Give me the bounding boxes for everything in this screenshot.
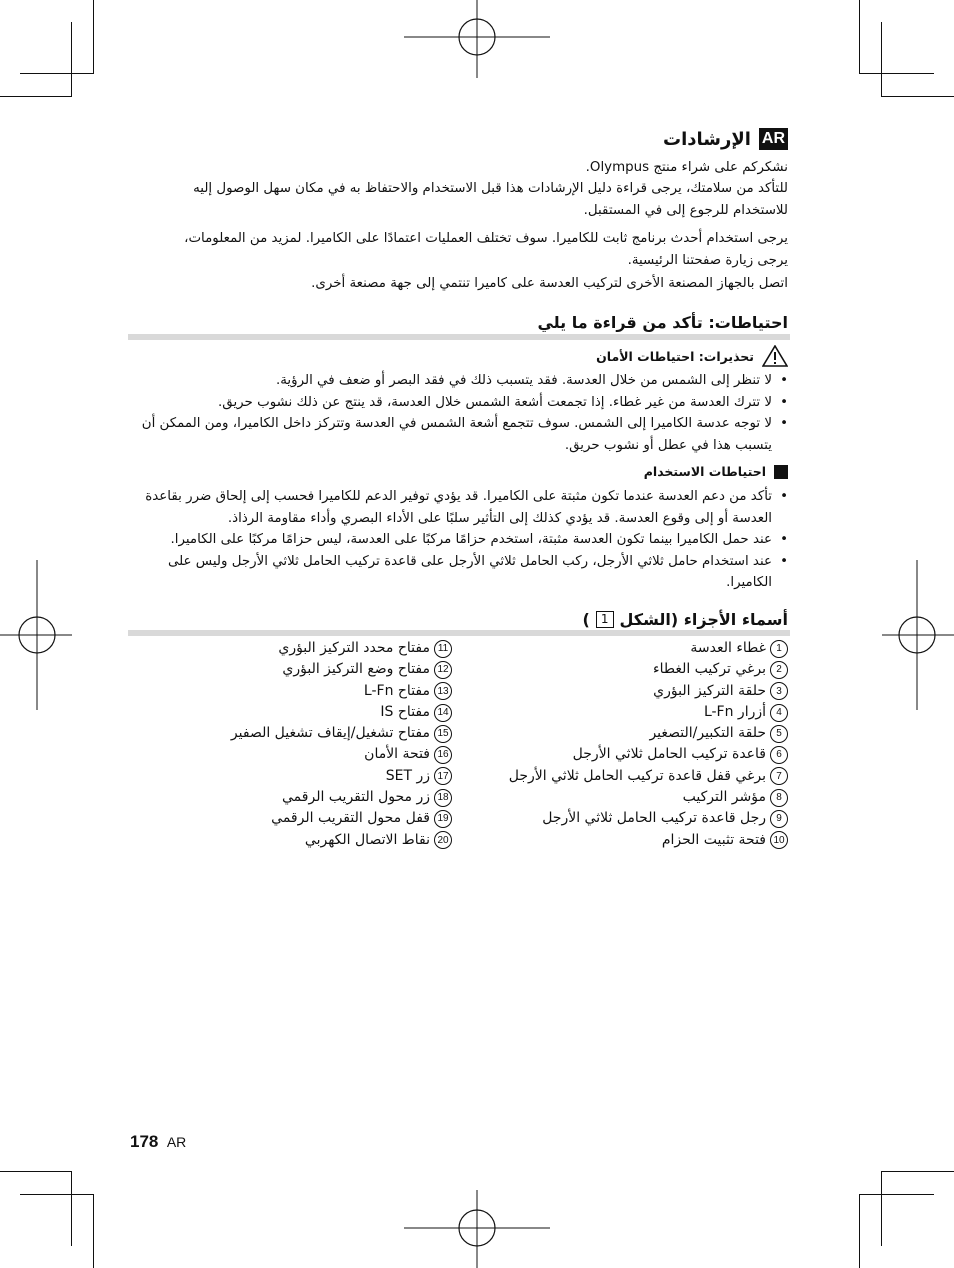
number-badge: 19 xyxy=(434,810,452,828)
part-label: فتحة تثبيت الحزام xyxy=(661,831,766,848)
parts-heading-close: ) xyxy=(582,610,590,629)
part-label: مفتاح IS xyxy=(380,703,430,720)
registration-mark-right xyxy=(880,560,954,710)
parts-list-left xyxy=(172,638,452,851)
list-item xyxy=(172,681,452,702)
section-divider xyxy=(128,334,790,340)
list-item xyxy=(478,638,788,659)
section-divider xyxy=(128,630,790,636)
language-badge: AR xyxy=(759,128,788,150)
parts-heading-text: أسماء الأجزاء (الشكل xyxy=(619,610,788,629)
part-label: زر محول التقريب الرقمي xyxy=(282,789,430,806)
crop-mark xyxy=(0,1171,72,1172)
part-label: مؤشر التركيب xyxy=(682,789,766,806)
number-badge: 20 xyxy=(434,831,452,849)
part-label: حلقة التكبير/التصغير xyxy=(649,725,766,742)
crop-mark xyxy=(71,22,72,96)
list-item xyxy=(172,787,452,808)
part-label: أزرار L-Fn xyxy=(703,703,766,720)
list-item xyxy=(478,702,788,723)
figure-number: 1 xyxy=(596,611,614,628)
part-label: رجل قاعدة تركيب الحامل ثلاثي الأرجل xyxy=(542,810,766,827)
part-label: برغي قفل قاعدة تركيب الحامل ثلاثي الأرجل xyxy=(508,767,766,784)
usage-subheading xyxy=(644,464,788,479)
crop-mark xyxy=(20,1194,94,1195)
safety-heading: تحذيرات: احتياطات الأمان xyxy=(596,348,754,364)
crop-mark xyxy=(20,73,94,74)
crop-mark xyxy=(93,0,94,74)
part-label: مفتاح محدد التركيز البؤري xyxy=(278,640,430,656)
part-label: مفتاح تشغيل/إيقاف تشغيل الصفير xyxy=(230,725,430,742)
number-badge: 17 xyxy=(434,767,452,785)
page-header xyxy=(663,128,788,150)
number-badge: 13 xyxy=(434,682,452,700)
part-label: غطاء العدسة xyxy=(690,640,766,656)
list-item: • لا تترك العدسة من غير غطاء. إذا تجمعت أشعة الشمس خلال العدسة، قد ينتج عن ذلك نشوب حريق. xyxy=(138,392,788,414)
crop-mark xyxy=(881,1171,954,1172)
crop-mark xyxy=(859,1194,934,1195)
intro-paragraph: يرجى استخدام أحدث برنامج ثابت للكاميرا. سوف تختلف العمليات اعتمادًا على الكاميرا. لمزيد من المعلومات، يرجى زيارة صفحتنا الرئيسية. xyxy=(184,231,788,268)
intro-paragraph: اتصل بالجهاز المصنعة الأخرى لتركيب العدسة على كاميرا تنتمي إلى جهة مصنعة أخرى. xyxy=(311,276,788,291)
number-badge: 1 xyxy=(770,640,788,658)
crop-mark xyxy=(881,1172,882,1246)
number-badge: 6 xyxy=(770,746,788,764)
part-label: زر SET xyxy=(385,767,430,784)
number-badge: 12 xyxy=(434,661,452,679)
list-item xyxy=(172,638,452,659)
crop-mark xyxy=(0,96,72,97)
number-badge: 16 xyxy=(434,746,452,764)
list-item xyxy=(478,723,788,744)
list-item xyxy=(172,723,452,744)
part-label: مفتاح L-Fn xyxy=(363,682,430,699)
crop-mark xyxy=(881,96,954,97)
part-label: حلقة التركيز البؤري xyxy=(653,682,766,699)
number-badge: 7 xyxy=(770,767,788,785)
crop-mark xyxy=(859,73,934,74)
safety-subheading xyxy=(596,345,788,367)
number-badge: 10 xyxy=(770,831,788,849)
parts-heading xyxy=(126,610,788,629)
precautions-heading: احتياطات: تأكد من قراءة ما يلي xyxy=(537,313,788,332)
number-badge: 9 xyxy=(770,810,788,828)
part-label: قفل محول التقريب الرقمي xyxy=(271,810,430,827)
list-item xyxy=(172,659,452,680)
part-label: فتحة الأمان xyxy=(364,746,430,763)
registration-mark-bottom xyxy=(404,1190,550,1268)
number-badge: 3 xyxy=(770,682,788,700)
list-item: • عند حمل الكاميرا بينما تكون العدسة مثبتة، استخدم حزامًا مركبًا على العدسة، ليس حزامًا مركبًا على الكاميرا. xyxy=(138,529,788,551)
parts-list-right xyxy=(478,638,788,851)
crop-mark xyxy=(71,1172,72,1246)
number-badge: 5 xyxy=(770,725,788,743)
footer-language: AR xyxy=(166,1134,187,1150)
number-badge: 8 xyxy=(770,789,788,807)
list-item xyxy=(172,808,452,829)
part-label: مفتاح وضع التركيز البؤري xyxy=(282,661,430,678)
crop-mark xyxy=(881,22,882,96)
list-item xyxy=(172,702,452,723)
intro-paragraph: نشكركم على شراء منتج Olympus. xyxy=(585,160,788,175)
part-label: نقاط الاتصال الكهربي xyxy=(304,831,430,848)
list-item xyxy=(172,830,452,851)
page-number: 178 xyxy=(130,1132,159,1151)
warning-icon xyxy=(762,345,788,367)
list-item xyxy=(478,681,788,702)
page-title: الإرشادات xyxy=(663,128,751,150)
page-footer xyxy=(130,1132,186,1152)
list-item xyxy=(172,744,452,765)
number-badge: 2 xyxy=(770,661,788,679)
number-badge: 14 xyxy=(434,704,452,722)
list-item xyxy=(478,808,788,829)
list-item: • لا توجه عدسة الكاميرا إلى الشمس. سوف تتجمع أشعة الشمس في العدسة وتتركز داخل الكاميرا، ومن الممكن أن يتسبب هذا في عطل أو نشوب حريق. xyxy=(138,413,788,456)
crop-mark xyxy=(93,1194,94,1268)
usage-heading: احتياطات الاستخدام xyxy=(643,464,766,479)
registration-mark-left xyxy=(0,560,74,710)
square-bullet-icon xyxy=(774,465,788,479)
list-item xyxy=(478,787,788,808)
list-item: • عند استخدام حامل ثلاثي الأرجل، ركب الحامل ثلاثي الأرجل على قاعدة تركيب الحامل ثلاثي الأرجل وليس على الكاميرا. xyxy=(138,551,788,594)
number-badge: 15 xyxy=(434,725,452,743)
list-item xyxy=(172,766,452,787)
number-badge: 11 xyxy=(434,640,452,658)
list-item: • تأكد من دعم العدسة عندما تكون مثبتة على الكاميرا. قد يؤدي توفير الدعم للكاميرا فحسب إلى إلحاق ضرر بقاعدة العدسة أو إلى وقوع العدسة. قد يؤدي كذلك إلى التأثير سلبًا على الأداء البصري وأداء مقاومة الرذاذ. xyxy=(138,486,788,529)
list-item xyxy=(478,744,788,765)
registration-mark-top xyxy=(404,0,550,80)
part-label: برغي تركيب الغطاء xyxy=(652,661,766,678)
list-item: • لا تنظر إلى الشمس من خلال العدسة. فقد يتسبب ذلك في فقد البصر أو ضعف في الرؤية. xyxy=(138,370,788,392)
crop-mark xyxy=(859,1194,860,1268)
crop-mark xyxy=(859,0,860,74)
list-item xyxy=(478,766,788,787)
number-badge: 4 xyxy=(770,704,788,722)
part-label: قاعدة تركيب الحامل ثلاثي الأرجل xyxy=(572,746,766,763)
intro-paragraph: للتأكد من سلامتك، يرجى قراءة دليل الإرشادات هذا قبل الاستخدام والاحتفاظ به في مكان سهل الوصول إليه للاستخدام للرجوع إلى في المستقبل. xyxy=(193,181,788,218)
usage-list xyxy=(138,486,788,594)
list-item xyxy=(478,830,788,851)
list-item xyxy=(478,659,788,680)
safety-list xyxy=(138,370,788,456)
number-badge: 18 xyxy=(434,789,452,807)
